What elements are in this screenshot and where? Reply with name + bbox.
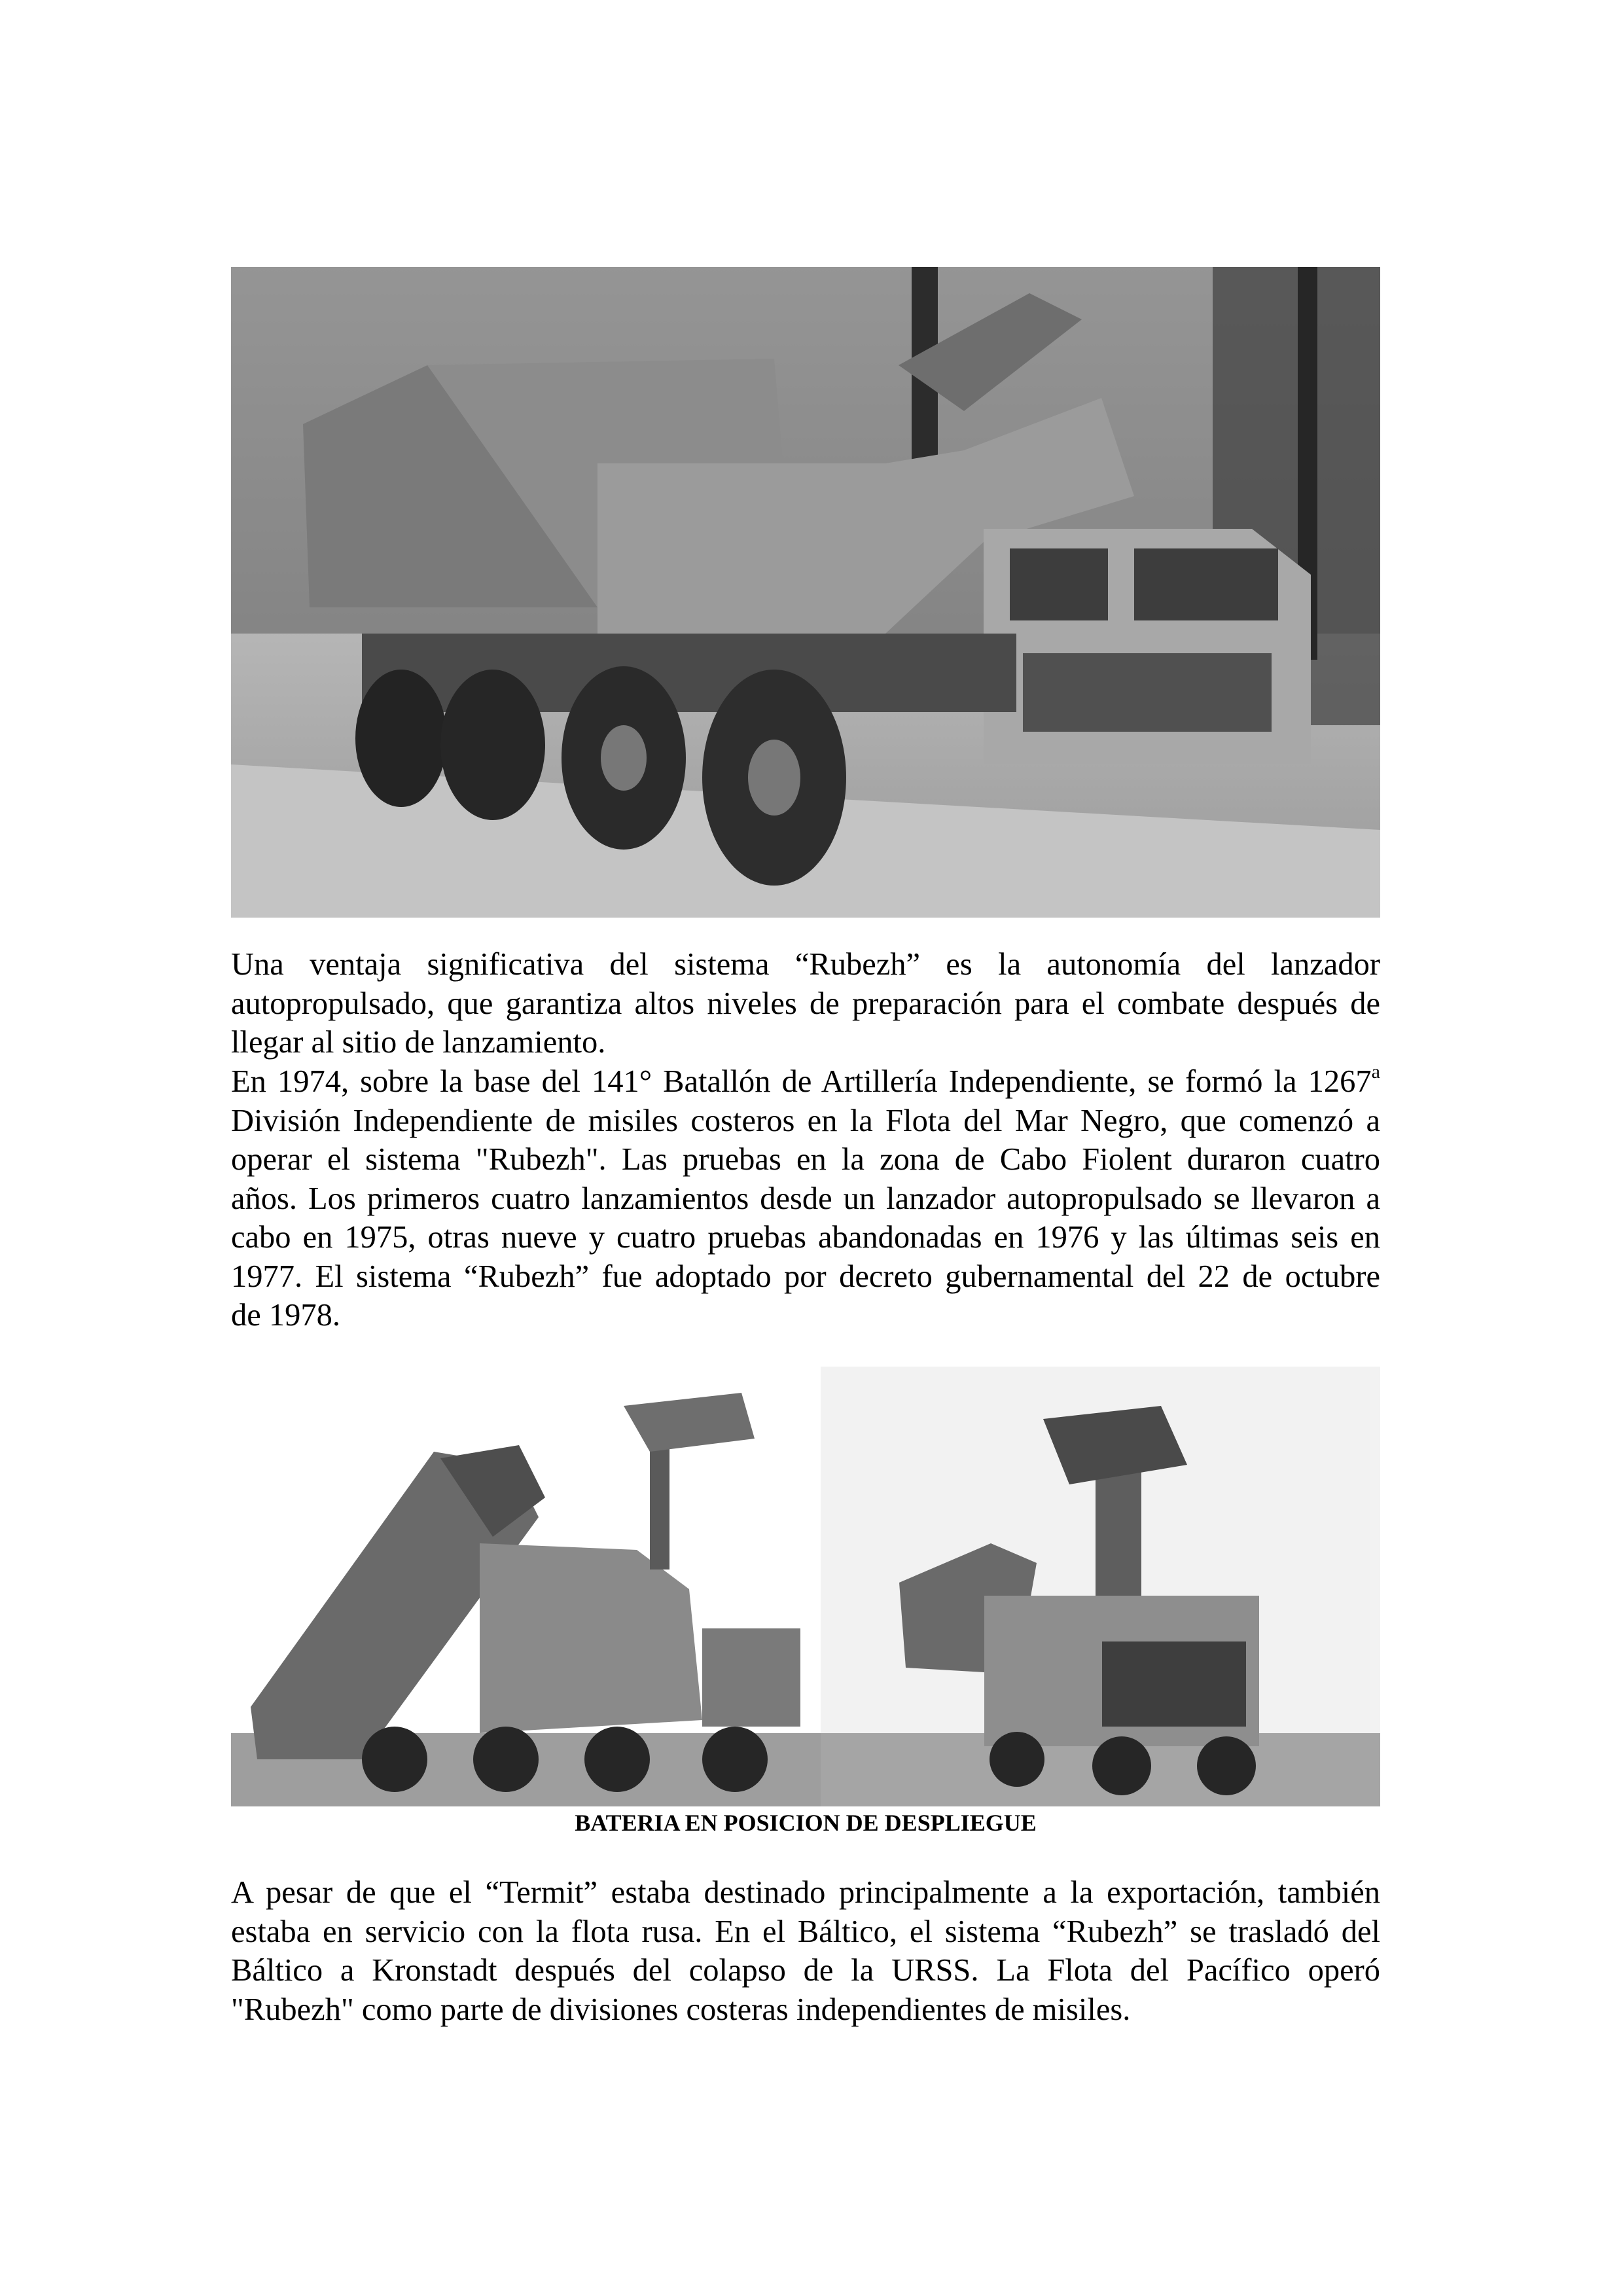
text-line: Báltico a Kronstadt después del colapso de la URSS. La Flota del Pacífico operó xyxy=(231,1953,1380,1988)
paragraph-service xyxy=(231,1873,1380,2029)
text-line: A pesar de que el “Termit” estaba destinado principalmente a la exportación, también xyxy=(231,1875,1380,1910)
battery-side-image xyxy=(231,1367,821,1806)
paragraph-history xyxy=(231,1062,1380,1335)
text-line: 1977. El sistema “Rubezh” fue adoptado por decreto gubernamental del 22 de octubre xyxy=(231,1259,1380,1294)
battery-front-photo xyxy=(821,1367,1380,1806)
text-line: División Independiente de misiles costeros en la Flota del Mar Negro, que comenzó a xyxy=(231,1103,1380,1138)
photo-caption: BATERIA EN POSICION DE DESPLIEGUE xyxy=(575,1810,1037,1836)
text-line: estaba en servicio con la flota rusa. En el Báltico, el sistema “Rubezh” se trasladó del xyxy=(231,1914,1380,1949)
text-line: Una ventaja significativa del sistema “Rubezh” es la autonomía del lanzador xyxy=(231,947,1380,982)
text-line: autopropulsado, que garantiza altos niveles de preparación para el combate después de xyxy=(231,986,1380,1021)
text-line: llegar al sitio de lanzamiento. xyxy=(231,1025,606,1060)
paragraph-autonomy xyxy=(231,945,1380,1062)
launcher-truck-photo xyxy=(231,267,1380,918)
text-line: operar el sistema "Rubezh". Las pruebas en la zona de Cabo Fiolent duraron cuatro xyxy=(231,1142,1380,1177)
ordinal-superscript: a xyxy=(1371,1060,1380,1083)
text-line: "Rubezh" como parte de divisiones costeras independientes de misiles. xyxy=(231,1992,1131,2027)
launcher-truck-image xyxy=(231,267,1380,918)
text-line: de 1978. xyxy=(231,1298,341,1333)
text-line xyxy=(231,1062,1380,1102)
text-line: cabo en 1975, otras nueve y cuatro pruebas abandonadas en 1976 y las últimas seis en xyxy=(231,1220,1380,1255)
battery-front-image xyxy=(821,1367,1380,1806)
text-line: años. Los primeros cuatro lanzamientos desde un lanzador autopropulsado se llevaron a xyxy=(231,1181,1380,1216)
battery-side-photo xyxy=(231,1367,821,1806)
text-line-main: En 1974, sobre la base del 141° Batallón de Artillería Independiente, se formó la 1267 xyxy=(231,1064,1372,1099)
